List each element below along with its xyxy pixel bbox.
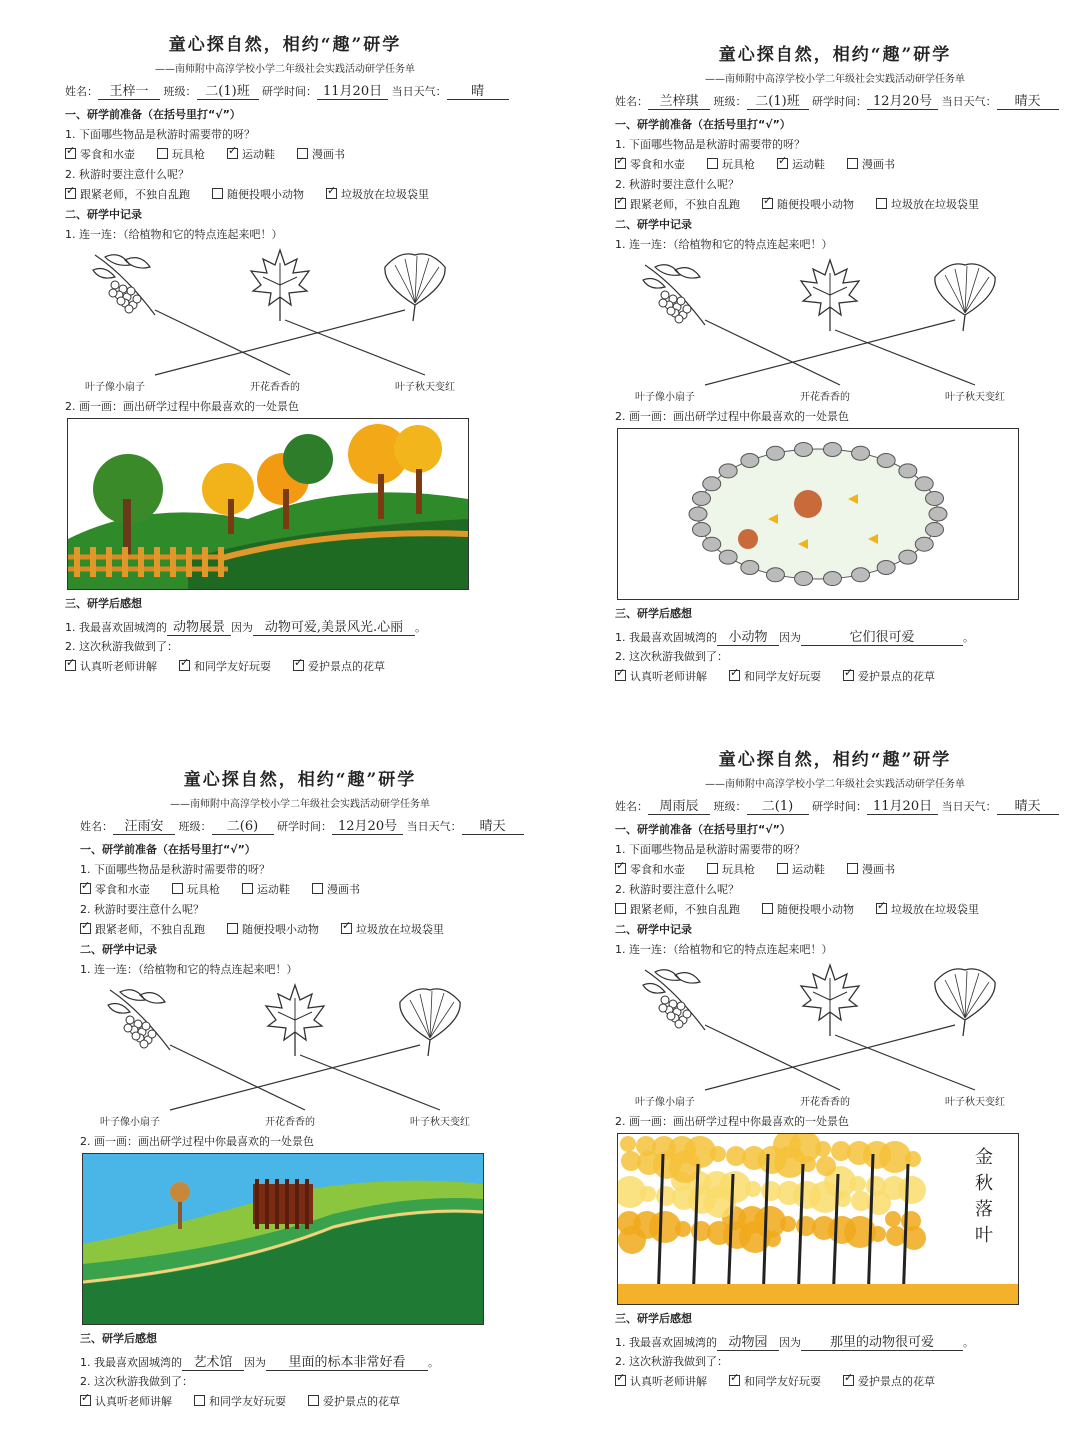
- worksheet-3: [60, 755, 540, 1415]
- option-item[interactable]: 漫画书: [847, 861, 895, 877]
- connect-question: 1. 连一连：（给植物和它的特点连起来吧！）: [80, 963, 298, 976]
- option-item[interactable]: ✓ 爱护景点的花草: [843, 668, 935, 684]
- section-1: 一、研学前准备（在括号里打“√”）: [65, 108, 241, 121]
- checkbox[interactable]: [615, 1375, 626, 1386]
- time-value[interactable]: 11月20日: [867, 795, 938, 815]
- label-fragrant: 开花香香的: [265, 1117, 315, 1128]
- weather-value[interactable]: 晴天: [997, 90, 1059, 110]
- option-item[interactable]: ✓认真听老师讲解: [615, 668, 707, 684]
- option-item[interactable]: 玩具枪: [172, 881, 220, 897]
- option-item[interactable]: ✓跟紧老师，不独自乱跑: [615, 196, 740, 212]
- name-value[interactable]: 王梓一: [98, 80, 160, 100]
- section-1: 一、研学前准备（在括号里打“√”）: [615, 823, 791, 836]
- sheet-subtitle: ——南师附中高淳学校小学二年级社会实践活动研学任务单: [705, 779, 965, 790]
- weather-value[interactable]: 晴天: [997, 795, 1059, 815]
- checkbox[interactable]: [777, 863, 788, 874]
- favorite-row: 1. 我最喜欢固城湾的 艺术馆 因为 里面的标本非常好看 。: [80, 1351, 439, 1371]
- checkbox[interactable]: [65, 660, 76, 671]
- maple-leaf-icon: [795, 255, 865, 339]
- option-item[interactable]: ✓ 和同学友好玩耍: [729, 668, 821, 684]
- option-item[interactable]: 漫画书: [297, 146, 345, 162]
- berry-plant-icon: [635, 255, 715, 339]
- sheet-subtitle: ——南师附中高淳学校小学二年级社会实践活动研学任务单: [170, 799, 430, 810]
- option-item[interactable]: ✓ 爱护景点的花草: [293, 658, 385, 674]
- section-1: 一、研学前准备（在括号里打“√”）: [80, 843, 256, 856]
- checkbox[interactable]: [326, 188, 337, 199]
- options-1: [65, 146, 367, 162]
- section-3: 三、研学后感想: [65, 597, 142, 610]
- checkbox[interactable]: [847, 863, 858, 874]
- reason-value[interactable]: 里面的标本非常好看: [266, 1351, 428, 1371]
- option-item[interactable]: ✓零食和水壶: [65, 146, 135, 162]
- info-row: 姓名： 王梓一 班级： 二(1)班 研学时间： 11月20日 当日天气： 晴: [65, 80, 509, 100]
- favorite-value[interactable]: 动物园: [717, 1331, 779, 1351]
- checkbox[interactable]: [729, 1375, 740, 1386]
- option-item[interactable]: 漫画书: [312, 881, 360, 897]
- checkbox[interactable]: [729, 670, 740, 681]
- section-3: 三、研学后感想: [615, 1312, 692, 1325]
- option-item[interactable]: ✓ 随便投喂小动物: [762, 196, 854, 212]
- worksheet-2: [595, 30, 1075, 690]
- sheet-title: 童心探自然，相约“趣”研学: [718, 750, 952, 770]
- name-value[interactable]: 汪雨安: [113, 815, 175, 835]
- option-item[interactable]: ✓跟紧老师，不独自乱跑: [80, 921, 205, 937]
- name-value[interactable]: 兰梓琪: [648, 90, 710, 110]
- option-item[interactable]: ✓零食和水壶: [615, 156, 685, 172]
- reason-value[interactable]: 它们很可爱: [801, 626, 963, 646]
- label-red: 叶子秋天变红: [410, 1117, 470, 1128]
- option-item[interactable]: ✓认真听老师讲解: [80, 1393, 172, 1409]
- option-item[interactable]: ✓ 垃圾放在垃圾袋里: [326, 186, 429, 202]
- options-3: [65, 658, 407, 674]
- label-fragrant: 开花香香的: [800, 392, 850, 403]
- drawing-caption: 金秋落叶: [975, 1147, 993, 1246]
- section-2: 二、研学中记录: [80, 943, 157, 956]
- favorite-value[interactable]: 小动物: [717, 626, 779, 646]
- done-question: 2. 这次秋游我做到了：: [80, 1375, 193, 1388]
- draw-question: 2. 画一画：画出研学过程中你最喜欢的一处景色: [615, 410, 849, 423]
- maple-leaf-icon: [260, 980, 330, 1064]
- option-item[interactable]: 随便投喂小动物: [227, 921, 319, 937]
- scenery-drawing: [67, 418, 469, 590]
- section-2: 二、研学中记录: [65, 208, 142, 221]
- checkbox[interactable]: [227, 923, 238, 934]
- worksheet-1: [45, 20, 525, 680]
- option-item[interactable]: ✓认真听老师讲解: [615, 1373, 707, 1389]
- checkbox[interactable]: [242, 883, 253, 894]
- options-2: [80, 921, 466, 937]
- checkbox[interactable]: [65, 188, 76, 199]
- option-item[interactable]: ✓ 运动鞋: [777, 156, 825, 172]
- options-2: [615, 901, 1001, 917]
- done-question: 2. 这次秋游我做到了：: [65, 640, 178, 653]
- draw-question: 2. 画一画：画出研学过程中你最喜欢的一处景色: [615, 1115, 849, 1128]
- label-fragrant: 开花香香的: [800, 1097, 850, 1108]
- maple-leaf-icon: [795, 960, 865, 1044]
- label-red: 叶子秋天变红: [395, 382, 455, 393]
- maple-leaf-icon: [245, 245, 315, 329]
- berry-plant-icon: [85, 245, 165, 329]
- name-value[interactable]: 周雨辰: [648, 795, 710, 815]
- sheet-subtitle: ——南师附中高淳学校小学二年级社会实践活动研学任务单: [705, 74, 965, 85]
- option-item[interactable]: 玩具枪: [707, 861, 755, 877]
- option-item[interactable]: 玩具枪: [707, 156, 755, 172]
- checkbox[interactable]: [312, 883, 323, 894]
- options-2: [65, 186, 451, 202]
- checkbox[interactable]: [876, 198, 887, 209]
- checkbox[interactable]: [707, 158, 718, 169]
- draw-question: 2. 画一画：画出研学过程中你最喜欢的一处景色: [80, 1135, 314, 1148]
- checkbox[interactable]: [762, 903, 773, 914]
- checkbox[interactable]: [297, 148, 308, 159]
- option-item[interactable]: ✓ 运动鞋: [227, 146, 275, 162]
- connect-question: 1. 连一连：（给植物和它的特点连起来吧！）: [65, 228, 283, 241]
- connect-question: 1. 连一连：（给植物和它的特点连起来吧！）: [615, 943, 833, 956]
- label-fan: 叶子像小扇子: [100, 1117, 160, 1128]
- label-fan: 叶子像小扇子: [635, 392, 695, 403]
- option-item[interactable]: 玩具枪: [157, 146, 205, 162]
- option-item[interactable]: ✓认真听老师讲解: [65, 658, 157, 674]
- section-1: 一、研学前准备（在括号里打“√”）: [615, 118, 791, 131]
- sheet-subtitle: ——南师附中高淳学校小学二年级社会实践活动研学任务单: [155, 64, 415, 75]
- options-3: [80, 1393, 422, 1409]
- checkbox[interactable]: [615, 903, 626, 914]
- sheet-title: 童心探自然，相约“趣”研学: [168, 35, 402, 55]
- favorite-row: 1. 我最喜欢固城湾的 动物展景 因为 动物可爱,美景风光.心丽 。: [65, 616, 426, 636]
- options-3: [615, 1373, 957, 1389]
- option-item[interactable]: ✓ 爱护景点的花草: [843, 1373, 935, 1389]
- checkbox[interactable]: [293, 660, 304, 671]
- favorite-value[interactable]: 艺术馆: [182, 1351, 244, 1371]
- option-item[interactable]: ✓ 和同学友好玩耍: [179, 658, 271, 674]
- label-fragrant: 开花香香的: [250, 382, 300, 393]
- favorite-row: 1. 我最喜欢固城湾的 动物园 因为 那里的动物很可爱 。: [615, 1331, 974, 1351]
- checkbox[interactable]: [615, 670, 626, 681]
- question-1: 1. 下面哪些物品是秋游时需要带的呀？: [615, 138, 805, 151]
- option-item[interactable]: 跟紧老师，不独自乱跑: [615, 901, 740, 917]
- ginkgo-leaf-icon: [925, 255, 1005, 339]
- berry-plant-icon: [635, 960, 715, 1044]
- options-1: [80, 881, 382, 897]
- options-2: [615, 196, 1001, 212]
- question-2: 2. 秋游时要注意什么呢？: [65, 168, 189, 181]
- time-value[interactable]: 11月20日: [317, 80, 388, 100]
- checkbox[interactable]: [172, 883, 183, 894]
- label-fan: 叶子像小扇子: [85, 382, 145, 393]
- option-item[interactable]: ✓零食和水壶: [80, 881, 150, 897]
- option-item[interactable]: ✓ 和同学友好玩耍: [729, 1373, 821, 1389]
- checkbox[interactable]: [80, 1395, 91, 1406]
- question-1: 1. 下面哪些物品是秋游时需要带的呀？: [615, 843, 805, 856]
- options-1: [615, 861, 917, 877]
- sheet-title: 童心探自然，相约“趣”研学: [183, 770, 417, 790]
- option-item[interactable]: 爱护景点的花草: [308, 1393, 400, 1409]
- time-value[interactable]: 12月20号: [867, 90, 938, 110]
- checkbox[interactable]: [65, 148, 76, 159]
- option-item[interactable]: 随便投喂小动物: [762, 901, 854, 917]
- section-2: 二、研学中记录: [615, 218, 692, 231]
- info-row: 姓名： 汪雨安 班级： 二(6) 研学时间： 12月20号 当日天气： 晴天: [80, 815, 524, 835]
- favorite-row: 1. 我最喜欢固城湾的 小动物 因为 它们很可爱 。: [615, 626, 974, 646]
- label-red: 叶子秋天变红: [945, 1097, 1005, 1108]
- question-2: 2. 秋游时要注意什么呢？: [615, 178, 739, 191]
- question-1: 1. 下面哪些物品是秋游时需要带的呀？: [80, 863, 270, 876]
- checkbox[interactable]: [157, 148, 168, 159]
- info-row: 姓名： 周雨辰 班级： 二(1) 研学时间： 11月20日 当日天气： 晴天: [615, 795, 1059, 815]
- worksheet-4: [595, 735, 1075, 1395]
- option-item[interactable]: ✓跟紧老师，不独自乱跑: [65, 186, 190, 202]
- ginkgo-leaf-icon: [375, 245, 455, 329]
- info-row: 姓名： 兰梓琪 班级： 二(1)班 研学时间： 12月20号 当日天气： 晴天: [615, 90, 1059, 110]
- checkbox[interactable]: [341, 923, 352, 934]
- draw-question: 2. 画一画：画出研学过程中你最喜欢的一处景色: [65, 400, 299, 413]
- checkbox[interactable]: [707, 863, 718, 874]
- option-item[interactable]: ✓ 垃圾放在垃圾袋里: [341, 921, 444, 937]
- reason-value[interactable]: 那里的动物很可爱: [801, 1331, 963, 1351]
- checkbox[interactable]: [615, 863, 626, 874]
- option-item[interactable]: 和同学友好玩耍: [194, 1393, 286, 1409]
- checkbox[interactable]: [876, 903, 887, 914]
- checkbox[interactable]: [212, 188, 223, 199]
- option-item[interactable]: 漫画书: [847, 156, 895, 172]
- weather-value[interactable]: 晴: [447, 80, 509, 100]
- class-value[interactable]: 二(1)班: [197, 80, 259, 100]
- checkbox[interactable]: [843, 1375, 854, 1386]
- scenery-drawing: [82, 1153, 484, 1325]
- options-1: [615, 156, 917, 172]
- checkbox[interactable]: [80, 923, 91, 934]
- option-item[interactable]: 运动鞋: [242, 881, 290, 897]
- ginkgo-leaf-icon: [390, 980, 470, 1064]
- question-2: 2. 秋游时要注意什么呢？: [80, 903, 204, 916]
- options-3: [615, 668, 957, 684]
- favorite-value[interactable]: 动物展景: [167, 616, 231, 636]
- option-item[interactable]: ✓零食和水壶: [615, 861, 685, 877]
- label-red: 叶子秋天变红: [945, 392, 1005, 403]
- checkbox[interactable]: [227, 148, 238, 159]
- section-2: 二、研学中记录: [615, 923, 692, 936]
- question-1: 1. 下面哪些物品是秋游时需要带的呀？: [65, 128, 255, 141]
- option-item[interactable]: 运动鞋: [777, 861, 825, 877]
- question-2: 2. 秋游时要注意什么呢？: [615, 883, 739, 896]
- connect-question: 1. 连一连：（给植物和它的特点连起来吧！）: [615, 238, 833, 251]
- option-item[interactable]: ✓ 垃圾放在垃圾袋里: [876, 901, 979, 917]
- class-value[interactable]: 二(1)班: [747, 90, 809, 110]
- class-value[interactable]: 二(1): [747, 795, 809, 815]
- checkbox[interactable]: [615, 158, 626, 169]
- berry-plant-icon: [100, 980, 180, 1064]
- class-value[interactable]: 二(6): [212, 815, 274, 835]
- checkbox[interactable]: [308, 1395, 319, 1406]
- ginkgo-leaf-icon: [925, 960, 1005, 1044]
- checkbox[interactable]: [194, 1395, 205, 1406]
- checkbox[interactable]: [847, 158, 858, 169]
- reason-value[interactable]: 动物可爱,美景风光.心丽: [253, 616, 415, 636]
- section-3: 三、研学后感想: [80, 1332, 157, 1345]
- option-item[interactable]: 垃圾放在垃圾袋里: [876, 196, 979, 212]
- sheet-title: 童心探自然，相约“趣”研学: [718, 45, 952, 65]
- checkbox[interactable]: [843, 670, 854, 681]
- checkbox[interactable]: [777, 158, 788, 169]
- section-3: 三、研学后感想: [615, 607, 692, 620]
- done-question: 2. 这次秋游我做到了：: [615, 1355, 728, 1368]
- done-question: 2. 这次秋游我做到了：: [615, 650, 728, 663]
- weather-value[interactable]: 晴天: [462, 815, 524, 835]
- checkbox[interactable]: [762, 198, 773, 209]
- checkbox[interactable]: [615, 198, 626, 209]
- checkbox[interactable]: [80, 883, 91, 894]
- scenery-drawing: [617, 428, 1019, 600]
- label-fan: 叶子像小扇子: [635, 1097, 695, 1108]
- time-value[interactable]: 12月20号: [332, 815, 403, 835]
- checkbox[interactable]: [179, 660, 190, 671]
- option-item[interactable]: 随便投喂小动物: [212, 186, 304, 202]
- scenery-drawing: [617, 1133, 1019, 1305]
